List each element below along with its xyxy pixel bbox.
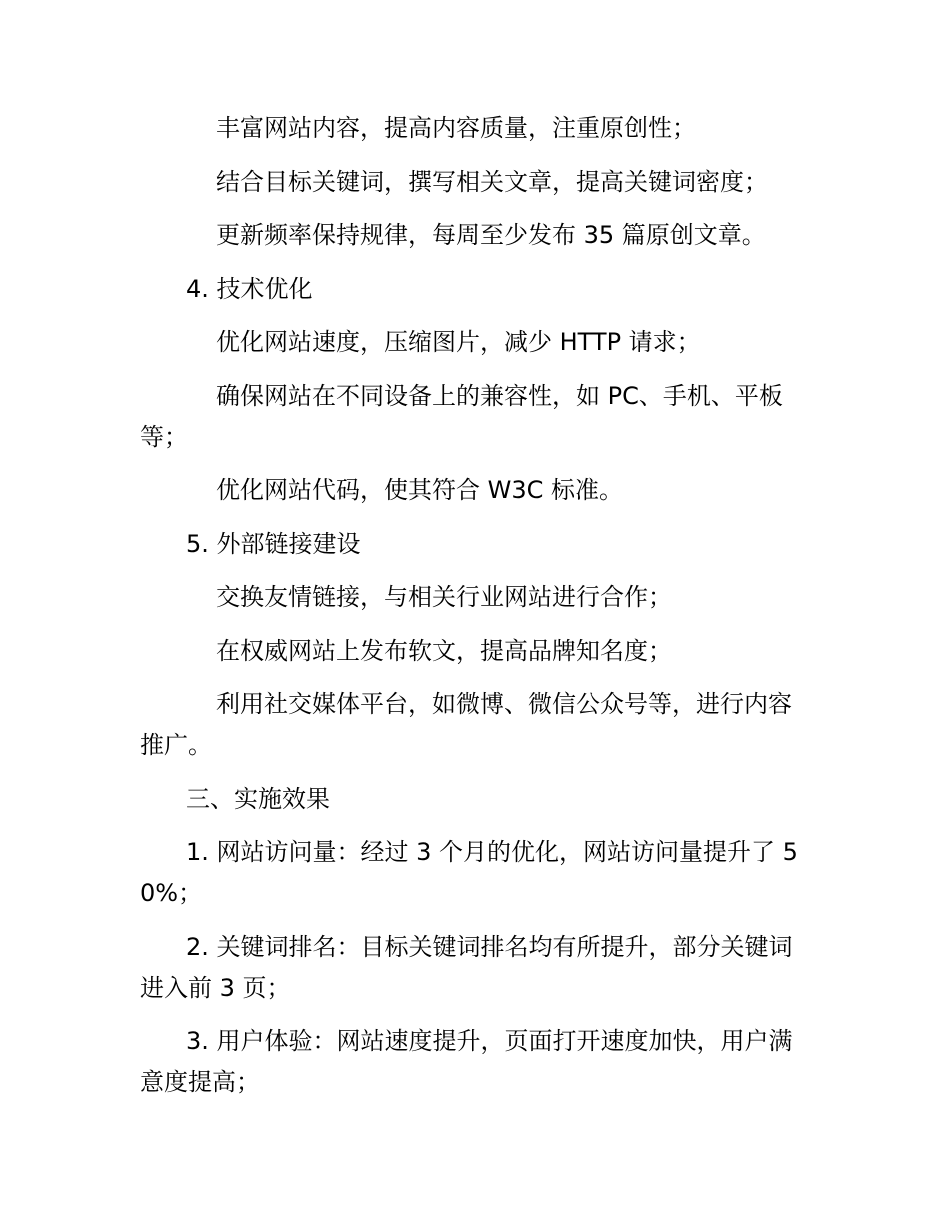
paragraph: 结合目标关键词，撰写相关文章，提高关键词密度； xyxy=(216,167,768,196)
paragraph: 利用社交媒体平台，如微博、微信公众号等，进行内容推广。 xyxy=(140,690,792,759)
paragraph: 优化网站速度，压缩图片，减少 HTTP 请求； xyxy=(216,328,701,356)
paragraph: 优化网站代码，使其符合 W3C 标准。 xyxy=(216,476,624,504)
paragraph: 确保网站在不同设备上的兼容性，如 PC、手机、平板等； xyxy=(140,381,783,451)
paragraph: 在权威网站上发布软文，提高品牌知名度； xyxy=(216,636,672,665)
paragraph: 更新频率保持规律，每周至少发布 35 篇原创文章。 xyxy=(216,221,766,249)
list-item: 3. 用户体验：网站速度提升，页面打开速度加快，用户满意度提高； xyxy=(140,1027,793,1096)
document-body xyxy=(140,108,812,1116)
section-heading: 4. 技术优化 xyxy=(186,274,313,303)
list-item: 1. 网站访问量：经过 3 个月的优化，网站访问量提升了 50%； xyxy=(140,838,798,907)
paragraph: 丰富网站内容，提高内容质量，注重原创性； xyxy=(216,114,696,142)
paragraph: 交换友情链接，与相关行业网站进行合作； xyxy=(216,583,672,611)
section-heading: 5. 外部链接建设 xyxy=(186,529,361,558)
list-item: 2. 关键词排名：目标关键词排名均有所提升，部分关键词进入前 3 页； xyxy=(140,932,793,1002)
chapter-heading: 三、实施效果 xyxy=(186,784,330,813)
